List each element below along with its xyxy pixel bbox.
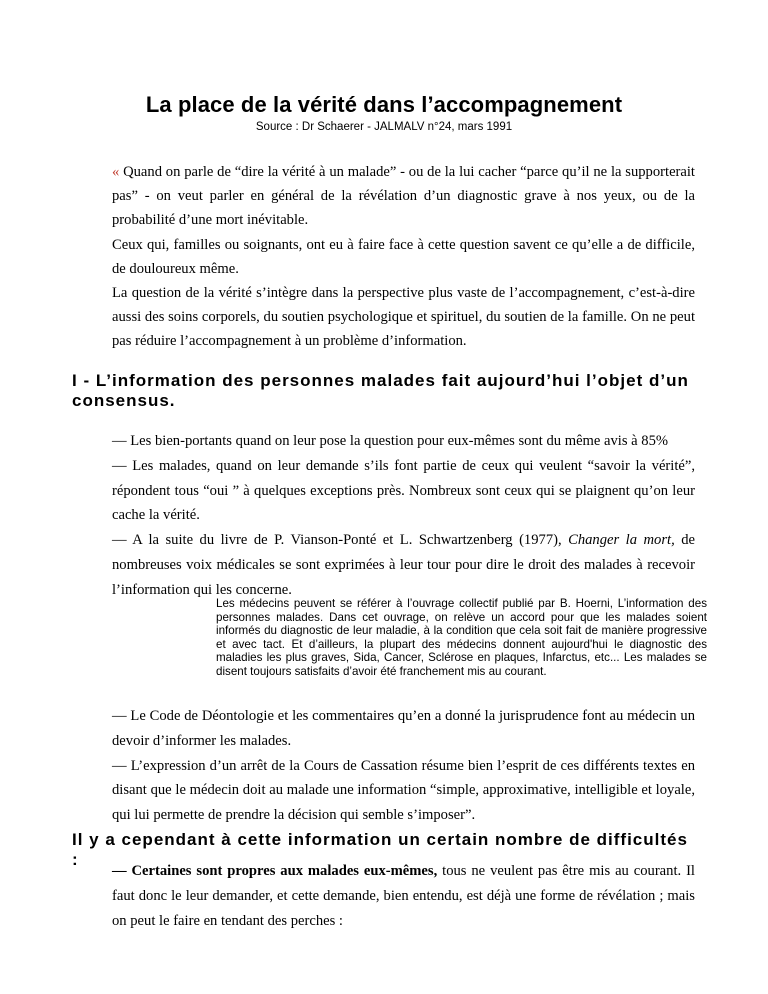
item-rest: tous ne veulent pas être mis au courant. Il faut donc le leur demander, et cette demande, bien entendu, est déjà une forme de révélation ; mais on peut le faire en tendant des perches : bbox=[112, 863, 695, 930]
item-3-text-before: — A la suite du livre de P. Vianson-Ponté et L. Schwartzenberg (1977), bbox=[112, 532, 569, 549]
page-title: La place de la vérité dans l’accompagnement bbox=[145, 92, 623, 117]
section-2-heading: Il y a cependant à cette information un certain nombre de difficultés : bbox=[72, 830, 688, 869]
intro-paragraph-1 bbox=[112, 160, 695, 233]
intro-paragraph-3: La question de la vérité s’intègre dans la perspective plus vaste de l’accompagnement, c’est-à-dire aussi des soins corporels, du soutien psychologique et spirituel, du soutien de la famille. On ne peut pas réduire l’accompagnement à un problème d’information. bbox=[112, 285, 695, 350]
section-1-heading: I - L’information des personnes malades fait aujourd’hui l’objet d’un consensus. bbox=[72, 371, 689, 410]
book-title: Changer la mort, bbox=[568, 532, 675, 549]
list-item bbox=[112, 859, 695, 935]
indented-note: Les médecins peuvent se référer à l’ouvrage collectif publié par B. Hoerni, L’information des personnes malades. Dans cet ouvrage, on relève un accord pour que les malades soient informés du diagnostic de leur maladie, à la condition que cela soit fait de manière progressive et avec tact. Et d’ailleurs, la plupart des médecins donnent aujourd'hui le diagnostic des maladies les plus graves, Sida, Cancer, Sclérose en plaques, Infarctus, etc... Les malades se disent toujours satisfaits d’avoir été franchement mis au courant. bbox=[216, 597, 707, 678]
item-3-text-after: de nombreuses voix médicales se sont exprimées à leur tour pour dire le droit des malades à recevoir l’information qui les concerne. bbox=[112, 532, 695, 598]
item-bold-lead: — Certaines sont propres aux malades eux-mêmes, bbox=[112, 863, 438, 879]
list-item bbox=[112, 528, 695, 602]
intro-paragraph-2: Ceux qui, familles ou soignants, ont eu à faire face à cette question savent ce qu’elle a de difficile, de douloureux même. bbox=[112, 236, 695, 277]
source-line: Source : Dr Schaerer - JALMALV n°24, mars 1991 bbox=[255, 121, 513, 133]
section-2-list bbox=[112, 859, 695, 935]
list-item: — Le Code de Déontologie et les commentaires qu’en a donné la jurisprudence font au médecin un devoir d’informer les malades. bbox=[112, 708, 695, 749]
opening-quote-mark: « bbox=[112, 164, 120, 180]
section-1-list-a bbox=[112, 429, 695, 603]
intro-section bbox=[112, 160, 695, 354]
intro-text-1: Quand on parle de “dire la vérité à un malade” - ou de la lui cacher “parce qu’il ne la supporterait pas” - on veut parler en général de la révélation d’un diagnostic grave à nos yeux, ou de la probabilité d’une mort inévitable. bbox=[112, 164, 695, 229]
section-1-list-b bbox=[112, 704, 695, 828]
list-item: — L’expression d’un arrêt de la Cours de Cassation résume bien l’esprit de ces différents textes en disant que le médecin doit au malade une information “simple, approximative, intelligible et loyale, qui lui permette de prendre la décision qui semble s’imposer”. bbox=[112, 757, 695, 824]
list-item: — Les bien-portants quand on leur pose la question pour eux-mêmes sont du même avis à 85% bbox=[112, 433, 669, 449]
list-item: — Les malades, quand on leur demande s’ils font partie de ceux qui veulent “savoir la vérité”, répondent tous “oui ” à quelques exceptions près. Nombreux sont ceux qui se plaignent qu’on leur cache la vérité. bbox=[112, 457, 695, 524]
